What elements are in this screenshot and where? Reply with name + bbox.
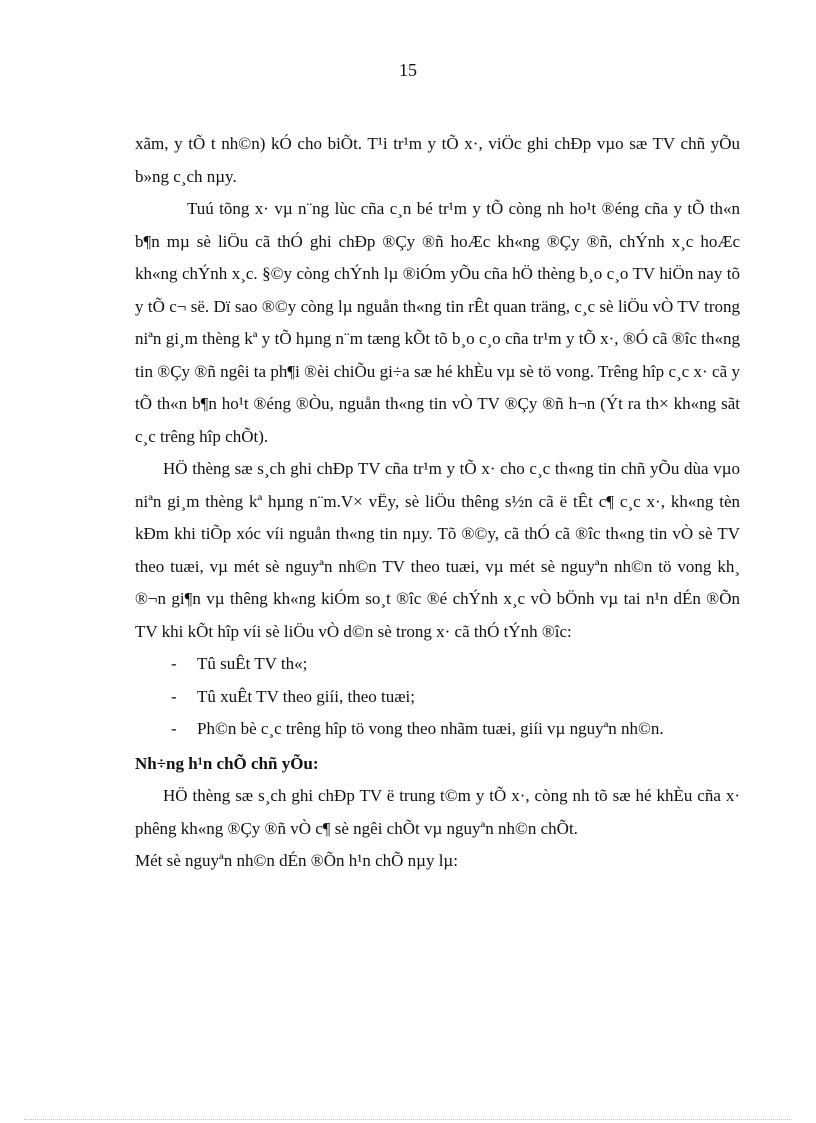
section-heading: Nh÷ng h¹n chÕ chñ yÕu: (135, 753, 319, 773)
list-item (135, 713, 740, 746)
paragraph-limitations: HÖ thèng sæ s¸ch ghi chÐp TV ë trung t©m y tÕ x·, còng nh tõ sæ hé khÈu cña x· phêng kh«ng ®Çy ®ñ vÒ c¶ sè ngêi chÕt vµ nguyªn nh©n chÕt. (135, 786, 740, 838)
list-item-text: Ph©n bè c¸c trêng hîp tö vong theo nhãm tuæi, giíi vµ nguyªn nh©n. (197, 719, 664, 738)
list-item (135, 648, 740, 681)
dash-marker: - (171, 654, 177, 673)
list-item (135, 681, 740, 714)
page-number: 15 (399, 60, 417, 80)
page-body (135, 128, 740, 878)
paragraph-continuation: xãm, y tÕ t nh©n) kÓ cho biÕt. T¹i tr¹m y tÕ x·, viÖc ghi chÐp vµo sæ TV chñ yÕu b»ng c¸ch nµy. (135, 134, 740, 186)
paragraph-recording-system: HÖ thèng sæ s¸ch ghi chÐp TV cña tr¹m y tÕ x· cho c¸c th«ng tin chñ yÕu dùa vµo niªn gi¸m thèng kª hµng n¨m.V× vËy, sè liÖu thêng s½n cã ë tÊt c¶ c¸c x·, kh«ng tèn kÐm khi tiÕp xóc víi nguån th«ng tin nµy. Tõ ®©y, cã thÓ cã ®îc th«ng tin vÒ sè TV theo tuæi, vµ mét sè nguyªn nh©n TV theo tuæi, vµ mét sè nguyªn nh©n tö vong kh¸ ®¬n gi¶n vµ thêng kh«ng kiÓm so¸t ®îc ®é chÝnh x¸c vÒ bÖnh vµ tai n¹n dÉn ®Õn TV khi kÕt hîp víi sè liÖu vÒ d©n sè trong x· cã thÓ tÝnh ®îc: (135, 459, 740, 641)
dash-marker: - (171, 686, 177, 706)
page-bottom-divider (24, 1119, 792, 1120)
paragraph-data-quality: Tuú tõng x· vµ n¨ng lùc cña c¸n bé tr¹m y tÕ còng nh ho¹t ®éng cña y tÕ th«n b¶n mµ sè liÖu cã thÓ ghi chÐp ®Çy ®ñ hoÆc kh«ng ®Çy ®ñ, chÝnh x¸c hoÆc kh«ng chÝnh x¸c. §©y còng chÝnh lµ ®iÓm yÕu cña hÖ thèng b¸o c¸o TV hiÖn nay tõ y tÕ c¬ së. Dï sao ®©y còng lµ nguån th«ng tin rÊt quan träng, c¸c sè liÖu vÒ TV trong niªn gi¸m thèng kª y tÕ hµng n¨m tæng kÕt tõ b¸o c¸o cña tr¹m y tÕ x·, ®Ó cã ®îc th«ng tin ®Çy ®ñ ngêi ta ph¶i ®èi chiÕu gi÷a sæ hé khÈu vµ sè tö vong. Trêng hîp c¸c x· cã y tÕ th«n b¶n ho¹t ®éng ®Òu, nguån th«ng tin vÒ TV ®Çy ®ñ h¬n (Ýt ra th× kh«ng sãt c¸c trêng hîp chÕt). (135, 199, 740, 446)
paragraph-causes-intro: Mét sè nguyªn nh©n dÉn ®Õn h¹n chÕ nµy lµ: (135, 851, 458, 870)
indicator-list (135, 648, 740, 746)
list-item-text: Tû xuÊt TV theo giíi, theo tuæi; (197, 686, 416, 706)
list-item-text: Tû suÊt TV th«; (197, 654, 308, 673)
dash-marker: - (171, 719, 177, 738)
